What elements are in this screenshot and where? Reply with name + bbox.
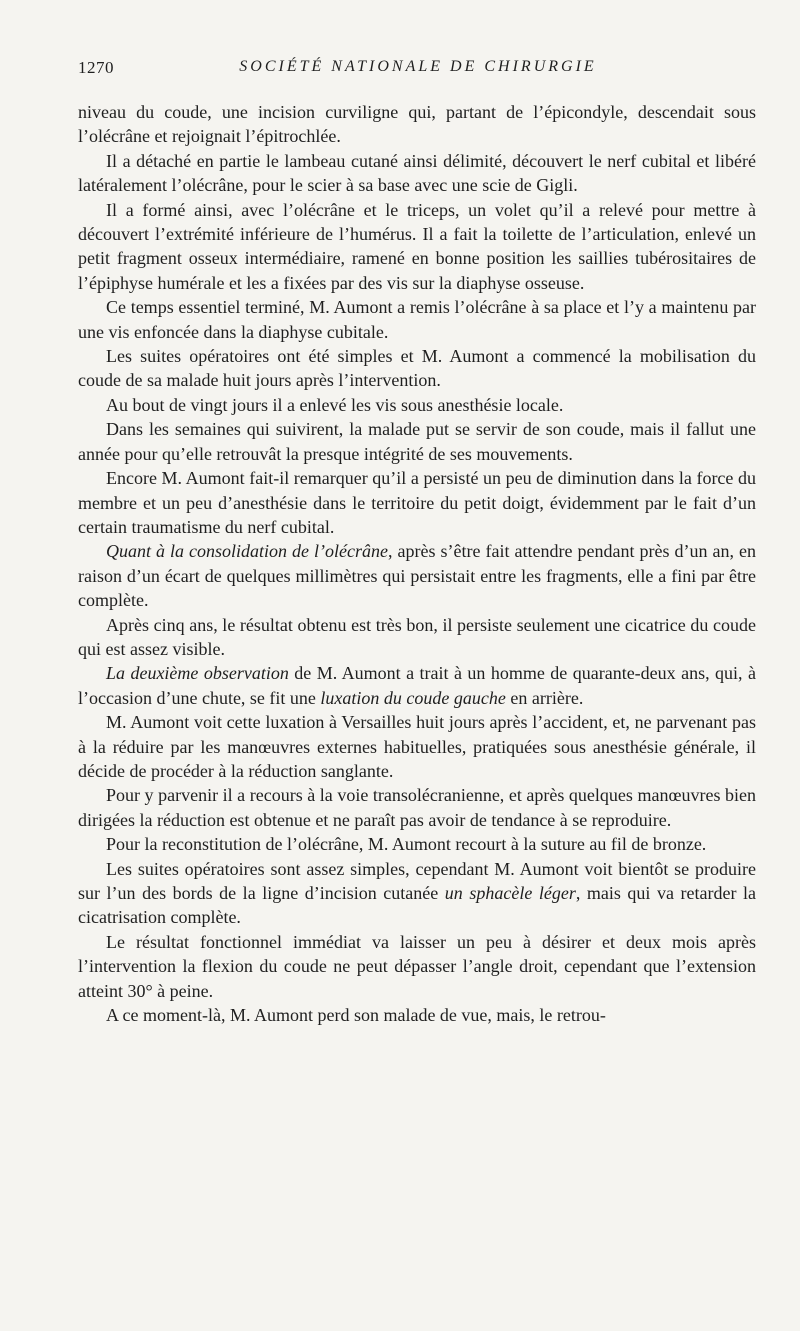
paragraph: [78, 466, 756, 539]
text-run: Au bout de vingt jours il a enlevé les vis sous anesthésie locale.: [106, 394, 564, 415]
text-run: M. Aumont voit cette luxation à Versailles huit jours après l’accident, et, ne parvenant pas à la réduire par les manœuvres externes habituelles, pratiquées sous anesthésie générale, il décide de procéder à la réduction sanglante.: [78, 712, 756, 781]
text-run: Les suites opératoires sont assez simples, cependant M. Aumont voit bientôt se produire sur l’un des bords de la ligne d’incision cutanée: [78, 858, 756, 903]
paragraph: [78, 393, 756, 417]
paragraph: [78, 1003, 756, 1027]
text-run: niveau du coude, une incision curviligne qui, partant de l’épicondyle, descendait sous l’olécrâne et rejoignait l’épitrochlée.: [78, 102, 756, 147]
journal-title: SOCIÉTÉ NATIONALE DE CHIRURGIE: [239, 58, 597, 75]
text-run: en arrière.: [505, 687, 584, 708]
paragraph: [78, 295, 756, 344]
text-run: Les suites opératoires ont été simples et M. Aumont a commencé la mobilisation du coude de sa malade huit jours après l’intervention.: [78, 346, 756, 391]
text-run: Le résultat fonctionnel immédiat va laisser un peu à désirer et deux mois après l’intervention la flexion du coude ne peut dépasser l’angle droit, cependant que l’extension atteint 30° à peine.: [78, 931, 756, 1001]
text-run: , mais qui va retarder la cicatrisation complète.: [78, 883, 756, 928]
article-body: [78, 100, 756, 1027]
paragraph: [78, 832, 756, 856]
paragraph: [78, 100, 756, 149]
text-run: Encore M. Aumont fait-il remarquer qu’il a persisté un peu de diminution dans la force du membre et un peu d’anesthésie dans le territoire du petit doigt, évidemment par le fait d’un certain traumatisme du nerf cubital.: [78, 468, 756, 537]
paragraph: [78, 857, 756, 930]
paragraph: [78, 930, 756, 1003]
text-run: de M. Aumont a trait à un homme de quarante-deux ans, qui, à l’occasion d’une chute, se fit une: [78, 663, 756, 708]
italic-phrase: un sphacèle léger: [444, 883, 576, 903]
paragraph: [78, 539, 756, 612]
italic-phrase: La deuxième observation: [106, 663, 289, 684]
text-run: Dans les semaines qui suivirent, la malade put se servir de son coude, mais il fallut une année pour qu’elle retrouvât la presque intégrité de ses mouvements.: [78, 419, 756, 464]
text-run: Après cinq ans, le résultat obtenu est très bon, il persiste seulement une cicatrice du coude qui est assez visible.: [78, 614, 756, 659]
paragraph: [78, 149, 756, 198]
text-run: Pour la reconstitution de l’olécrâne, M. Aumont recourt à la suture au fil de bronze.: [106, 834, 707, 855]
paragraph: [78, 710, 756, 783]
text-run: , après s’être fait attendre pendant près d’un an, en raison d’un écart de quelques millimètres qui persistait entre les fragments, elle a fini par être complète.: [78, 541, 756, 611]
text-run: Ce temps essentiel terminé, M. Aumont a remis l’olécrâne à sa place et l’y a maintenu par une vis enfoncée dans la diaphyse cubitale.: [78, 297, 756, 342]
italic-phrase: Quant à la consolidation de l’olécrâne: [106, 541, 389, 562]
paragraph: [78, 198, 756, 296]
paragraph: [78, 613, 756, 662]
text-run: Il a formé ainsi, avec l’olécrâne et le triceps, un volet qu’il a relevé pour mettre à découvert l’extrémité inférieure de l’humérus. Il a fait la toilette de l’articulation, enlevé un petit fragment osseux intermédiaire, ramené en bonne position les saillies tubérositaires de l’épiphyse humérale et les a fixées par des vis sur la diaphyse osseuse.: [78, 199, 756, 293]
page-number: 1270: [78, 58, 114, 77]
running-head: [78, 58, 758, 80]
text-run: Il a détaché en partie le lambeau cutané ainsi délimité, découvert le nerf cubital et libéré latéralement l’olécrâne, pour le scier à sa base avec une scie de Gigli.: [78, 150, 756, 196]
paragraph: [78, 417, 756, 466]
text-run: Pour y parvenir il a recours à la voie transolécranienne, et après quelques manœuvres bien dirigées la réduction est obtenue et ne paraît pas avoir de tendance à se reproduire.: [78, 785, 756, 830]
italic-phrase: luxation du coude gauche: [320, 687, 506, 708]
paragraph: [78, 661, 756, 710]
paragraph: [78, 344, 756, 393]
text-run: A ce moment-là, M. Aumont perd son malade de vue, mais, le retrou-: [106, 1005, 606, 1026]
paragraph: [78, 783, 756, 832]
